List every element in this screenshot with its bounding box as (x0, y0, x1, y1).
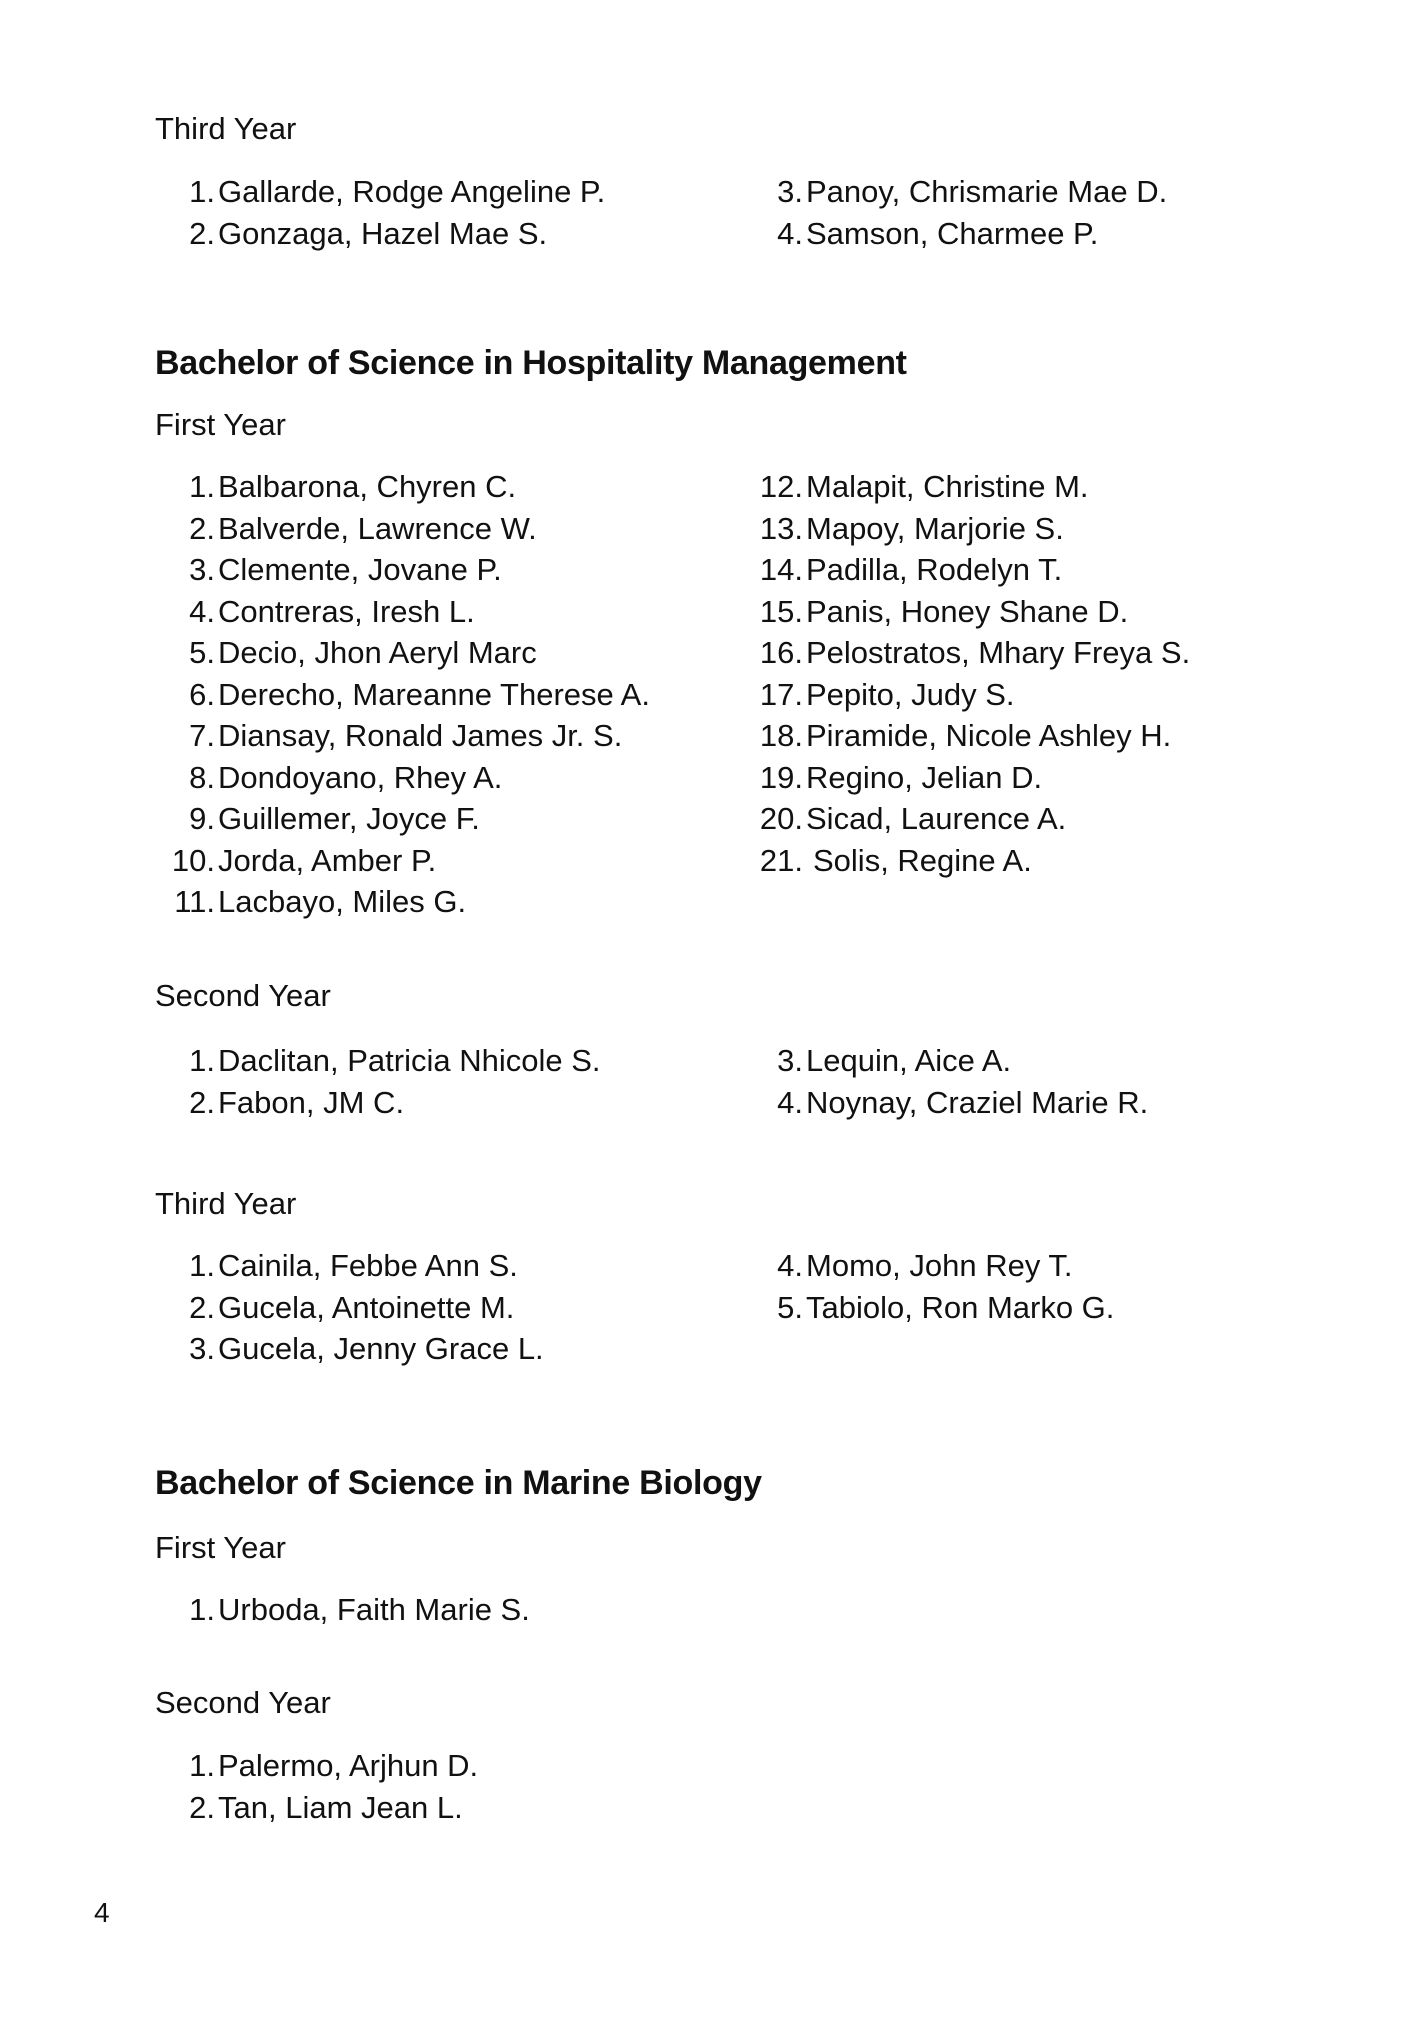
list-item (743, 757, 1043, 799)
item-number: 1. (189, 1748, 215, 1783)
item-number: 3. (189, 1331, 215, 1366)
item-number: 2. (189, 1789, 215, 1825)
list-item (155, 1245, 518, 1287)
year-label: Third Year (155, 1186, 297, 1221)
list-item (155, 213, 548, 255)
item-number: 7. (189, 718, 215, 753)
student-name: Regino, Jelian D. (806, 759, 1043, 795)
item-number: 15. (759, 593, 803, 629)
list-item (743, 840, 1032, 882)
student-name: Gucela, Jenny Grace L. (218, 1331, 544, 1366)
list-item (743, 213, 1099, 255)
item-number: 1. (189, 1592, 215, 1627)
student-name: Clemente, Jovane P. (218, 552, 502, 587)
list-item (155, 840, 437, 882)
list-item (155, 1287, 515, 1329)
item-number: 13. (759, 510, 803, 546)
list-item (155, 632, 537, 674)
student-name: Decio, Jhon Aeryl Marc (218, 635, 537, 670)
list-item (743, 715, 1172, 757)
student-name: Tan, Liam Jean L. (218, 1789, 463, 1825)
student-name: Dondoyano, Rhey A. (218, 759, 503, 795)
list-item (155, 1082, 405, 1124)
item-number: 21. (759, 842, 803, 878)
student-name: Tabiolo, Ron Marko G. (806, 1289, 1115, 1325)
item-number: 1. (189, 1248, 215, 1283)
name-list-left (155, 1245, 544, 1370)
item-number: 14. (759, 552, 803, 587)
item-number: 1. (189, 469, 215, 504)
item-number: 10. (171, 842, 215, 878)
student-name: Cainila, Febbe Ann S. (218, 1248, 518, 1283)
item-number: 4. (777, 1248, 803, 1283)
list-item (743, 674, 1015, 716)
year-label: First Year (155, 1530, 286, 1565)
list-item (155, 171, 606, 213)
name-list-left (155, 1745, 479, 1828)
student-name: Balverde, Lawrence W. (218, 510, 537, 546)
name-list-right (743, 1040, 1149, 1123)
student-name: Diansay, Ronald James Jr. S. (218, 718, 623, 753)
name-list-right (743, 466, 1191, 881)
student-name: Gallarde, Rodge Angeline P. (218, 174, 606, 209)
list-item (743, 171, 1168, 213)
list-item (155, 591, 475, 633)
name-list-left (155, 1589, 530, 1631)
name-list-left (155, 466, 650, 923)
list-item (155, 881, 467, 923)
student-name: Guillemer, Joyce F. (218, 801, 480, 836)
student-name: Contreras, Iresh L. (218, 593, 475, 629)
student-name: Pepito, Judy S. (806, 676, 1015, 712)
list-item (743, 1287, 1115, 1329)
item-number: 1. (189, 1043, 215, 1078)
student-name: Malapit, Christine M. (806, 469, 1089, 504)
student-name: Sicad, Laurence A. (806, 801, 1067, 836)
list-item (743, 549, 1063, 591)
list-item (743, 1245, 1073, 1287)
item-number: 12. (759, 469, 803, 504)
student-name: Samson, Charmee P. (806, 215, 1099, 251)
student-name: Solis, Regine A. (813, 842, 1032, 878)
list-item (155, 1787, 463, 1829)
item-number: 4. (777, 1084, 803, 1120)
item-number: 17. (759, 676, 803, 712)
student-name: Gucela, Antoinette M. (218, 1289, 515, 1325)
year-label: Third Year (155, 111, 297, 146)
list-item (155, 508, 537, 550)
program-heading: Bachelor of Science in Marine Biology (155, 1464, 762, 1502)
student-name: Lacbayo, Miles G. (218, 884, 467, 919)
list-item (155, 1328, 544, 1370)
student-name: Fabon, JM C. (218, 1084, 405, 1120)
item-number: 5. (189, 635, 215, 670)
item-number: 18. (759, 718, 803, 753)
item-number: 9. (189, 801, 215, 836)
list-item (743, 632, 1191, 674)
name-list-right (743, 171, 1168, 254)
item-number: 3. (777, 174, 803, 209)
item-number: 5. (777, 1289, 803, 1325)
item-number: 3. (189, 552, 215, 587)
student-name: Jorda, Amber P. (218, 842, 437, 878)
list-item (155, 1040, 601, 1082)
item-number: 19. (759, 759, 803, 795)
name-list-left (155, 171, 606, 254)
item-number: 4. (777, 215, 803, 251)
list-item (155, 1745, 479, 1787)
student-name: Noynay, Craziel Marie R. (806, 1084, 1149, 1120)
student-name: Piramide, Nicole Ashley H. (806, 718, 1172, 753)
item-number: 2. (189, 510, 215, 546)
student-name: Mapoy, Marjorie S. (806, 510, 1064, 546)
year-label: First Year (155, 407, 286, 442)
item-number: 11. (174, 884, 215, 919)
program-heading: Bachelor of Science in Hospitality Management (155, 344, 907, 382)
student-name: Daclitan, Patricia Nhicole S. (218, 1043, 601, 1078)
student-name: Lequin, Aice A. (806, 1043, 1012, 1078)
list-item (743, 508, 1064, 550)
item-number: 16. (759, 635, 803, 670)
student-name: Momo, John Rey T. (806, 1248, 1073, 1283)
year-label: Second Year (155, 1685, 331, 1720)
list-item (155, 715, 623, 757)
item-number: 4. (189, 593, 215, 629)
list-item (743, 798, 1067, 840)
list-item (155, 798, 480, 840)
list-item (743, 1040, 1012, 1082)
student-name: Balbarona, Chyren C. (218, 469, 517, 504)
student-name: Palermo, Arjhun D. (218, 1748, 479, 1783)
item-number: 2. (189, 1084, 215, 1120)
item-number: 6. (189, 676, 215, 712)
list-item (155, 757, 503, 799)
list-item (743, 466, 1089, 508)
page-number: 4 (94, 1897, 110, 1928)
student-name: Urboda, Faith Marie S. (218, 1592, 530, 1627)
student-name: Pelostratos, Mhary Freya S. (806, 635, 1191, 670)
item-number: 20. (759, 801, 803, 836)
student-name: Panoy, Chrismarie Mae D. (806, 174, 1168, 209)
item-number: 3. (777, 1043, 803, 1078)
item-number: 2. (189, 215, 215, 251)
name-list-left (155, 1040, 601, 1123)
list-item (155, 549, 502, 591)
student-name: Padilla, Rodelyn T. (806, 552, 1063, 587)
item-number: 8. (189, 759, 215, 795)
student-name: Gonzaga, Hazel Mae S. (218, 215, 548, 251)
list-item (743, 591, 1129, 633)
item-number: 2. (189, 1289, 215, 1325)
student-name: Panis, Honey Shane D. (806, 593, 1129, 629)
list-item (155, 466, 517, 508)
student-name: Derecho, Mareanne Therese A. (218, 676, 650, 712)
list-item (743, 1082, 1149, 1124)
list-item (155, 1589, 530, 1631)
year-label: Second Year (155, 978, 331, 1013)
list-item (155, 674, 650, 716)
item-number: 1. (189, 174, 215, 209)
name-list-right (743, 1245, 1115, 1328)
